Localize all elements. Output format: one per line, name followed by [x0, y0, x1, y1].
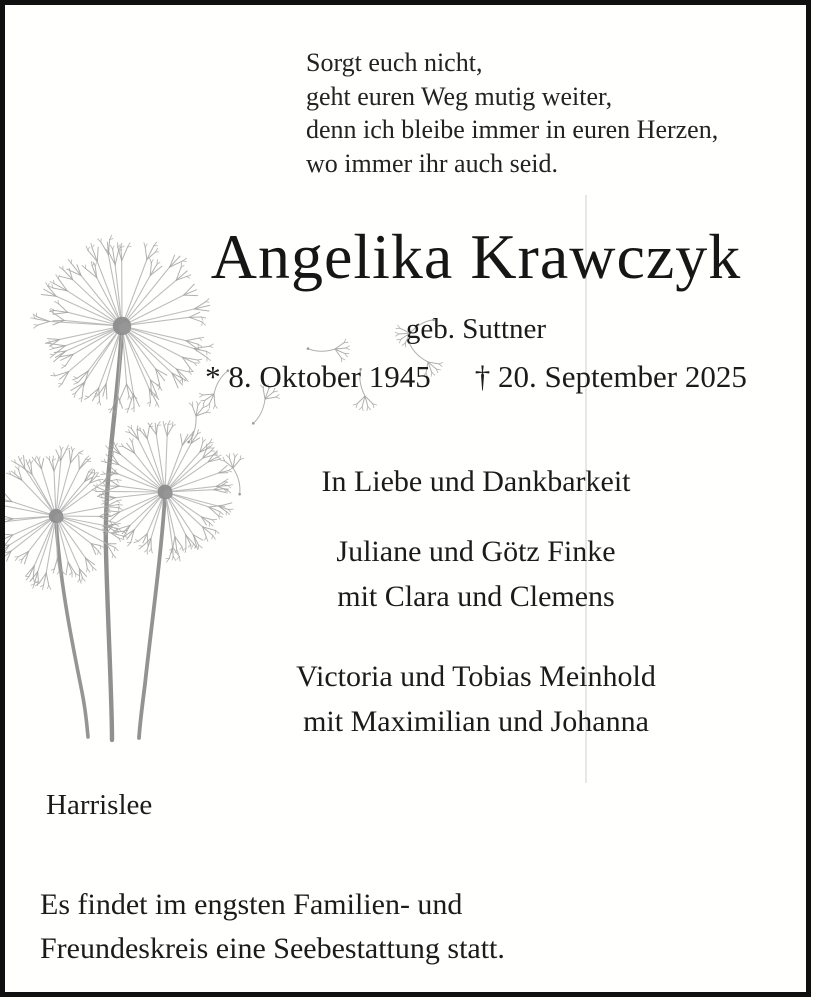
- mourner-names: Juliane und Götz Finke: [336, 535, 616, 568]
- deceased-name: Angelika Krawczyk: [210, 221, 742, 292]
- place-name: Harrislee: [46, 789, 153, 821]
- mourner-group-finke: [140, 529, 812, 619]
- maiden-name: geb. Suttner: [405, 313, 547, 345]
- poem-line: geht euren Weg mutig weiter,: [306, 81, 613, 111]
- closing-note: [40, 883, 505, 971]
- poem-line: wo immer ihr auch seid.: [306, 148, 558, 178]
- birth-date: * 8. Oktober 1945: [205, 359, 431, 394]
- mourner-group-meinhold: [140, 654, 812, 744]
- closing-line: Freundeskreis eine Seebestattung statt.: [40, 932, 505, 965]
- mourner-children: mit Clara und Clemens: [337, 580, 615, 613]
- closing-line: Es findet im engsten Familien- und: [40, 888, 463, 921]
- life-dates: [140, 359, 812, 395]
- tribute-line: In Liebe und Dankbarkeit: [321, 465, 631, 498]
- poem-line: Sorgt euch nicht,: [306, 48, 483, 77]
- memorial-poem: [306, 46, 718, 180]
- mourner-names: Victoria und Tobias Meinhold: [296, 660, 656, 693]
- mourner-children: mit Maximilian und Johanna: [303, 705, 649, 738]
- poem-line: denn ich bleibe immer in euren Herzen,: [306, 115, 719, 144]
- death-date: † 20. September 2025: [474, 359, 747, 394]
